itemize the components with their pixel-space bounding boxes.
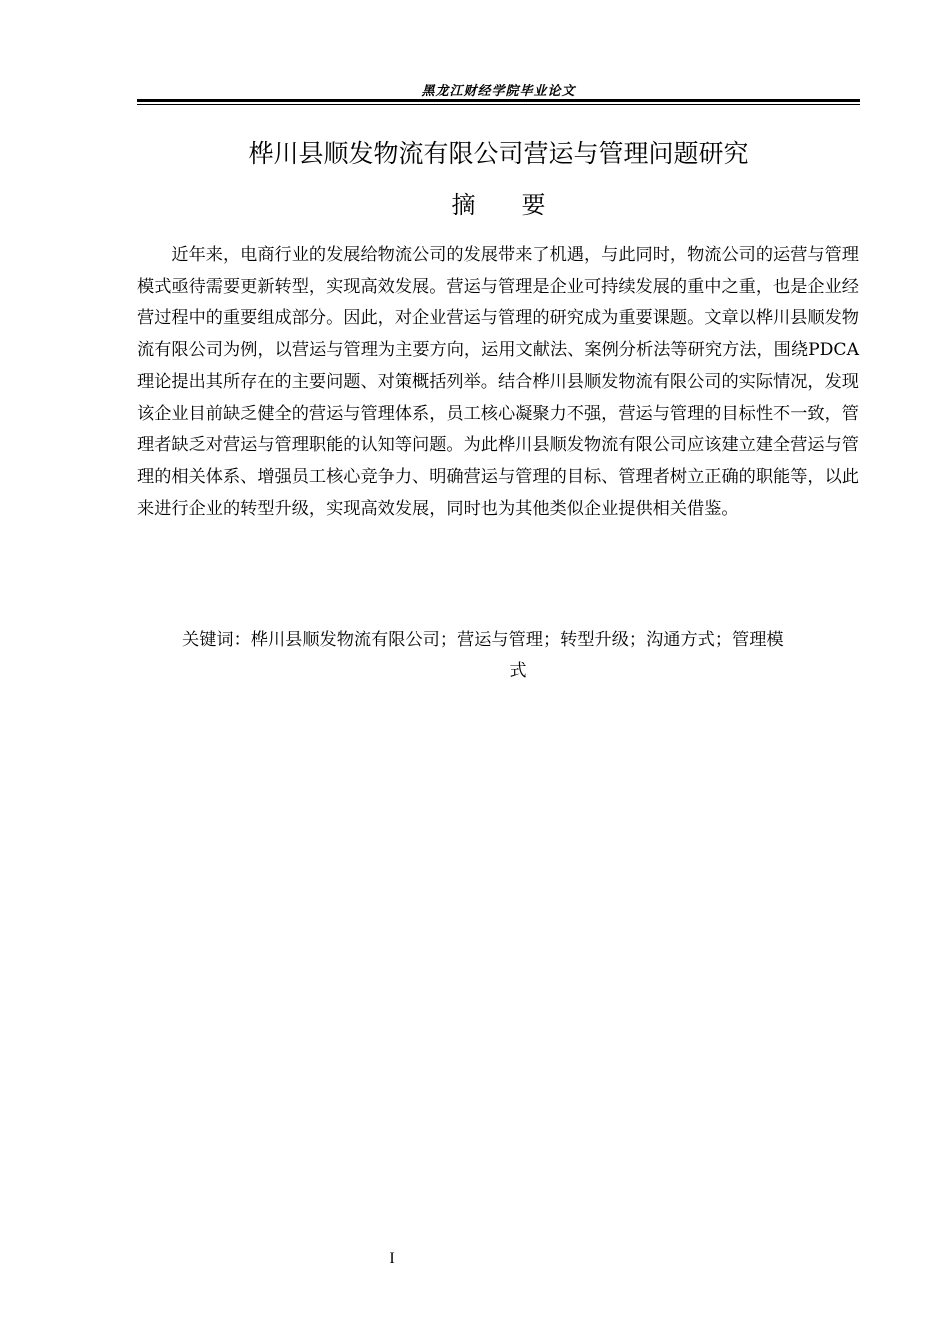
abstract-heading: 摘要: [451, 191, 592, 219]
page-number: I: [389, 1250, 395, 1267]
abstract-body: 近年来，电商行业的发展给物流公司的发展带来了机遇，与此同时，物流公司的运营与管理模式亟待需要更新转型，实现高效发展。营运与管理是企业可持续发展的重中之重，也是企业经营过程中的重要组成部分。因此，对企业营运与管理的研究成为重要课题。文章以桦川县顺发物流有限公司为例，以营运与管理为主要方向，运用文献法、案例分析法等研究方法，围绕PDCA理论提出其所存在的主要问题、对策概括列举。结合桦川县顺发物流有限公司的实际情况，发现该企业目前缺乏健全的营运与管理体系，员工核心凝聚力不强，营运与管理的目标性不一致，管理者缺乏对营运与管理职能的认知等问题。为此桦川县顺发物流有限公司应该建立建全营运与管理的相关体系、增强员工核心竞争力、明确营运与管理的目标、管理者树立正确的职能等，以此来进行企业的转型升级，实现高效发展，同时也为其他类似企业提供相关借鉴。: [137, 245, 859, 519]
keywords-paragraph: [182, 625, 854, 687]
keywords-label: 关键词：: [182, 630, 251, 650]
header-rule-thick: [137, 99, 860, 102]
keywords-tail: 式: [509, 661, 527, 681]
header-rule-thin: [137, 104, 860, 105]
keywords-text: 桦川县顺发物流有限公司；营运与管理；转型升级；沟通方式；管理模: [250, 630, 784, 650]
running-header: 黑龙江财经学院毕业论文: [421, 84, 576, 99]
paper-title: 桦川县顺发物流有限公司营运与管理问题研究: [248, 139, 749, 168]
